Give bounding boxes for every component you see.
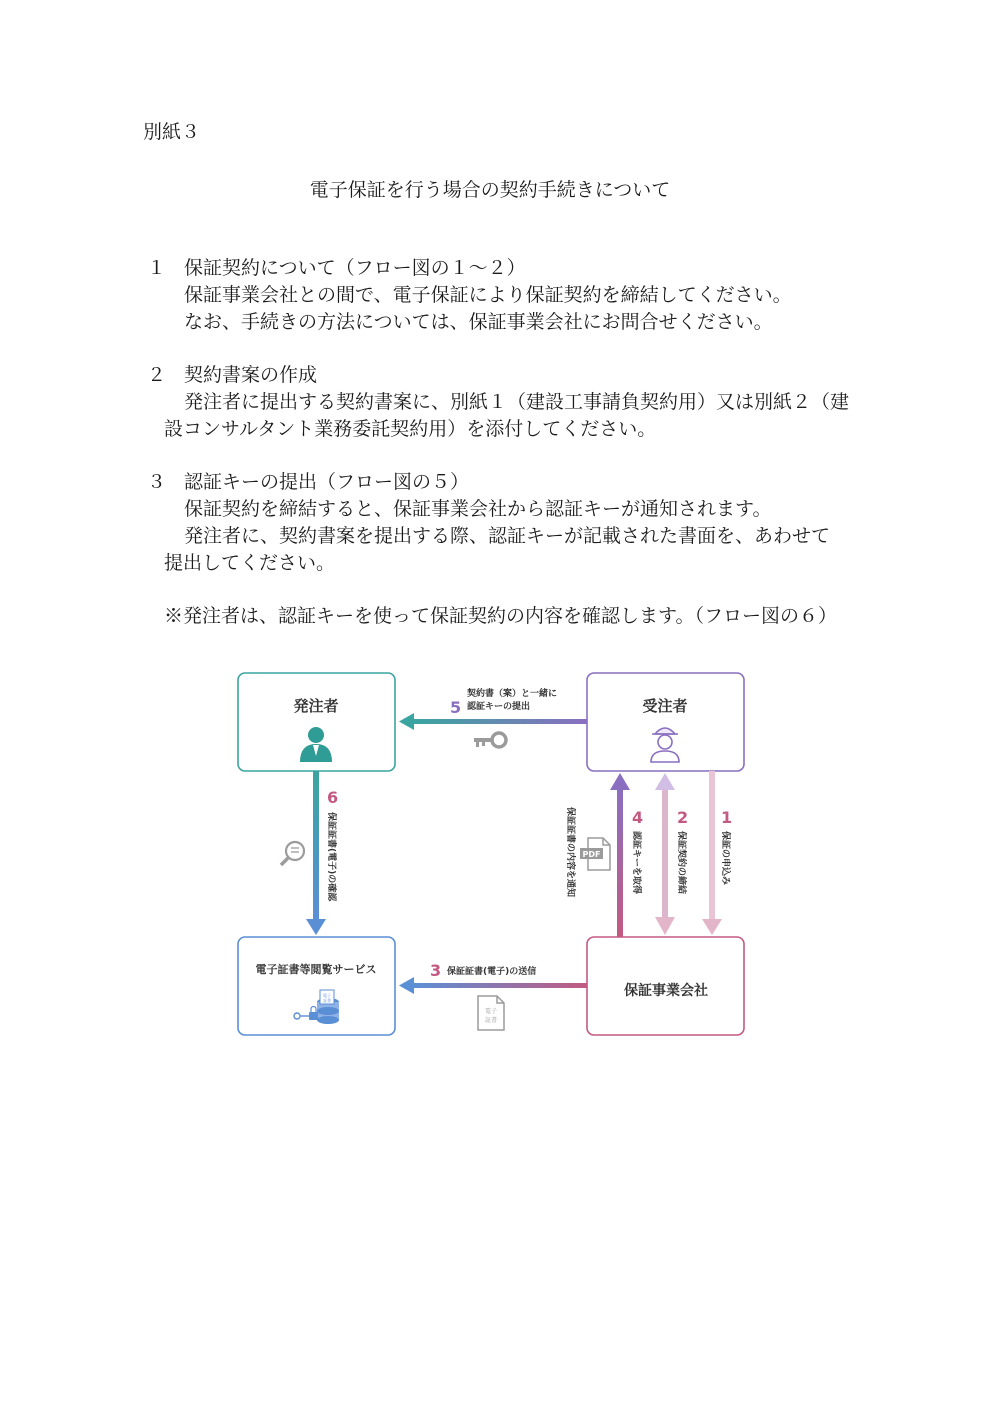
svg-text:PDF: PDF bbox=[582, 850, 601, 859]
section-3-number: ３ bbox=[147, 471, 167, 493]
appendix-label: 別紙３ bbox=[143, 121, 201, 143]
section-3-heading: 認証キーの提出（フロー図の５） bbox=[184, 471, 470, 493]
section-2-number: ２ bbox=[147, 364, 167, 386]
key-icon bbox=[474, 733, 506, 747]
section-1-line: 保証事業会社との間で、電子保証により保証契約を締結してください。 bbox=[184, 284, 792, 306]
node-guarantor-label: 保証事業会社 bbox=[624, 983, 708, 999]
step-4-number: 4 bbox=[632, 808, 644, 827]
node-contractor-label: 受注者 bbox=[642, 697, 688, 715]
step-4-label: 認証キーを取得 bbox=[631, 831, 641, 895]
notify-label: 保証証書の内容を通知 bbox=[565, 807, 575, 898]
svg-text:電子: 電子 bbox=[484, 1008, 498, 1015]
arrow-step-5 bbox=[399, 713, 587, 730]
section-1-line: なお、手続きの方法については、保証事業会社にお問合せください。 bbox=[184, 311, 773, 333]
svg-text:電子: 電子 bbox=[323, 993, 331, 998]
section-2-line: 設コンサルタント業務委託契約用）を添付してください。 bbox=[164, 418, 657, 440]
section-1-heading: 保証契約について（フロー図の１～２） bbox=[184, 257, 526, 279]
document-icon bbox=[478, 996, 504, 1030]
section-3-line: 提出してください。 bbox=[164, 552, 336, 574]
node-service-label: 電子証書等閲覧サービス bbox=[255, 963, 377, 976]
step-6-label: 保証証書(電子)の確認 bbox=[326, 812, 336, 902]
arrow-step-6 bbox=[306, 771, 326, 935]
step-3-number: 3 bbox=[430, 961, 442, 980]
step-2-label: 保証契約の締結 bbox=[676, 831, 686, 895]
arrow-step-1 bbox=[702, 771, 722, 935]
section-3-line: 保証契約を締結すると、保証事業会社から認証キーが通知されます。 bbox=[184, 498, 772, 520]
section-1-number: １ bbox=[147, 257, 167, 279]
node-orderer-label: 発注者 bbox=[293, 697, 339, 715]
step-1-label: 保証の申込み bbox=[720, 831, 730, 886]
section-3-line: 発注者に、契約書案を提出する際、認証キーが記載された書面を、あわせて bbox=[184, 525, 831, 547]
svg-text:証書: 証書 bbox=[323, 998, 331, 1003]
document-title: 電子保証を行う場合の契約手続きについて bbox=[309, 179, 671, 201]
node-service bbox=[238, 937, 395, 1035]
step-3-label: 保証証書(電子)の送信 bbox=[447, 967, 537, 977]
arrow-step-3 bbox=[399, 977, 587, 994]
step-2-number: 2 bbox=[677, 808, 689, 827]
svg-text:証書: 証書 bbox=[484, 1017, 498, 1024]
step-5-label-line1: 契約書（案）と一緒に bbox=[467, 689, 558, 699]
step-6-number: 6 bbox=[327, 788, 339, 807]
step-5-label-line2: 認証キーの提出 bbox=[467, 702, 531, 712]
section-2-line: 発注者に提出する契約書案に、別紙１（建設工事請負契約用）又は別紙２（建 bbox=[184, 391, 850, 413]
step-5-number: 5 bbox=[450, 698, 462, 717]
section-2-heading: 契約書案の作成 bbox=[184, 364, 318, 386]
magnifier-icon bbox=[281, 842, 304, 865]
arrow-step-2 bbox=[655, 773, 675, 935]
step-1-number: 1 bbox=[721, 808, 733, 827]
note: ※発注者は、認証キーを使って保証契約の内容を確認します。（フロー図の６） bbox=[164, 605, 837, 627]
arrow-step-4 bbox=[610, 773, 630, 937]
node-contractor bbox=[587, 673, 744, 771]
pdf-icon bbox=[580, 838, 610, 870]
